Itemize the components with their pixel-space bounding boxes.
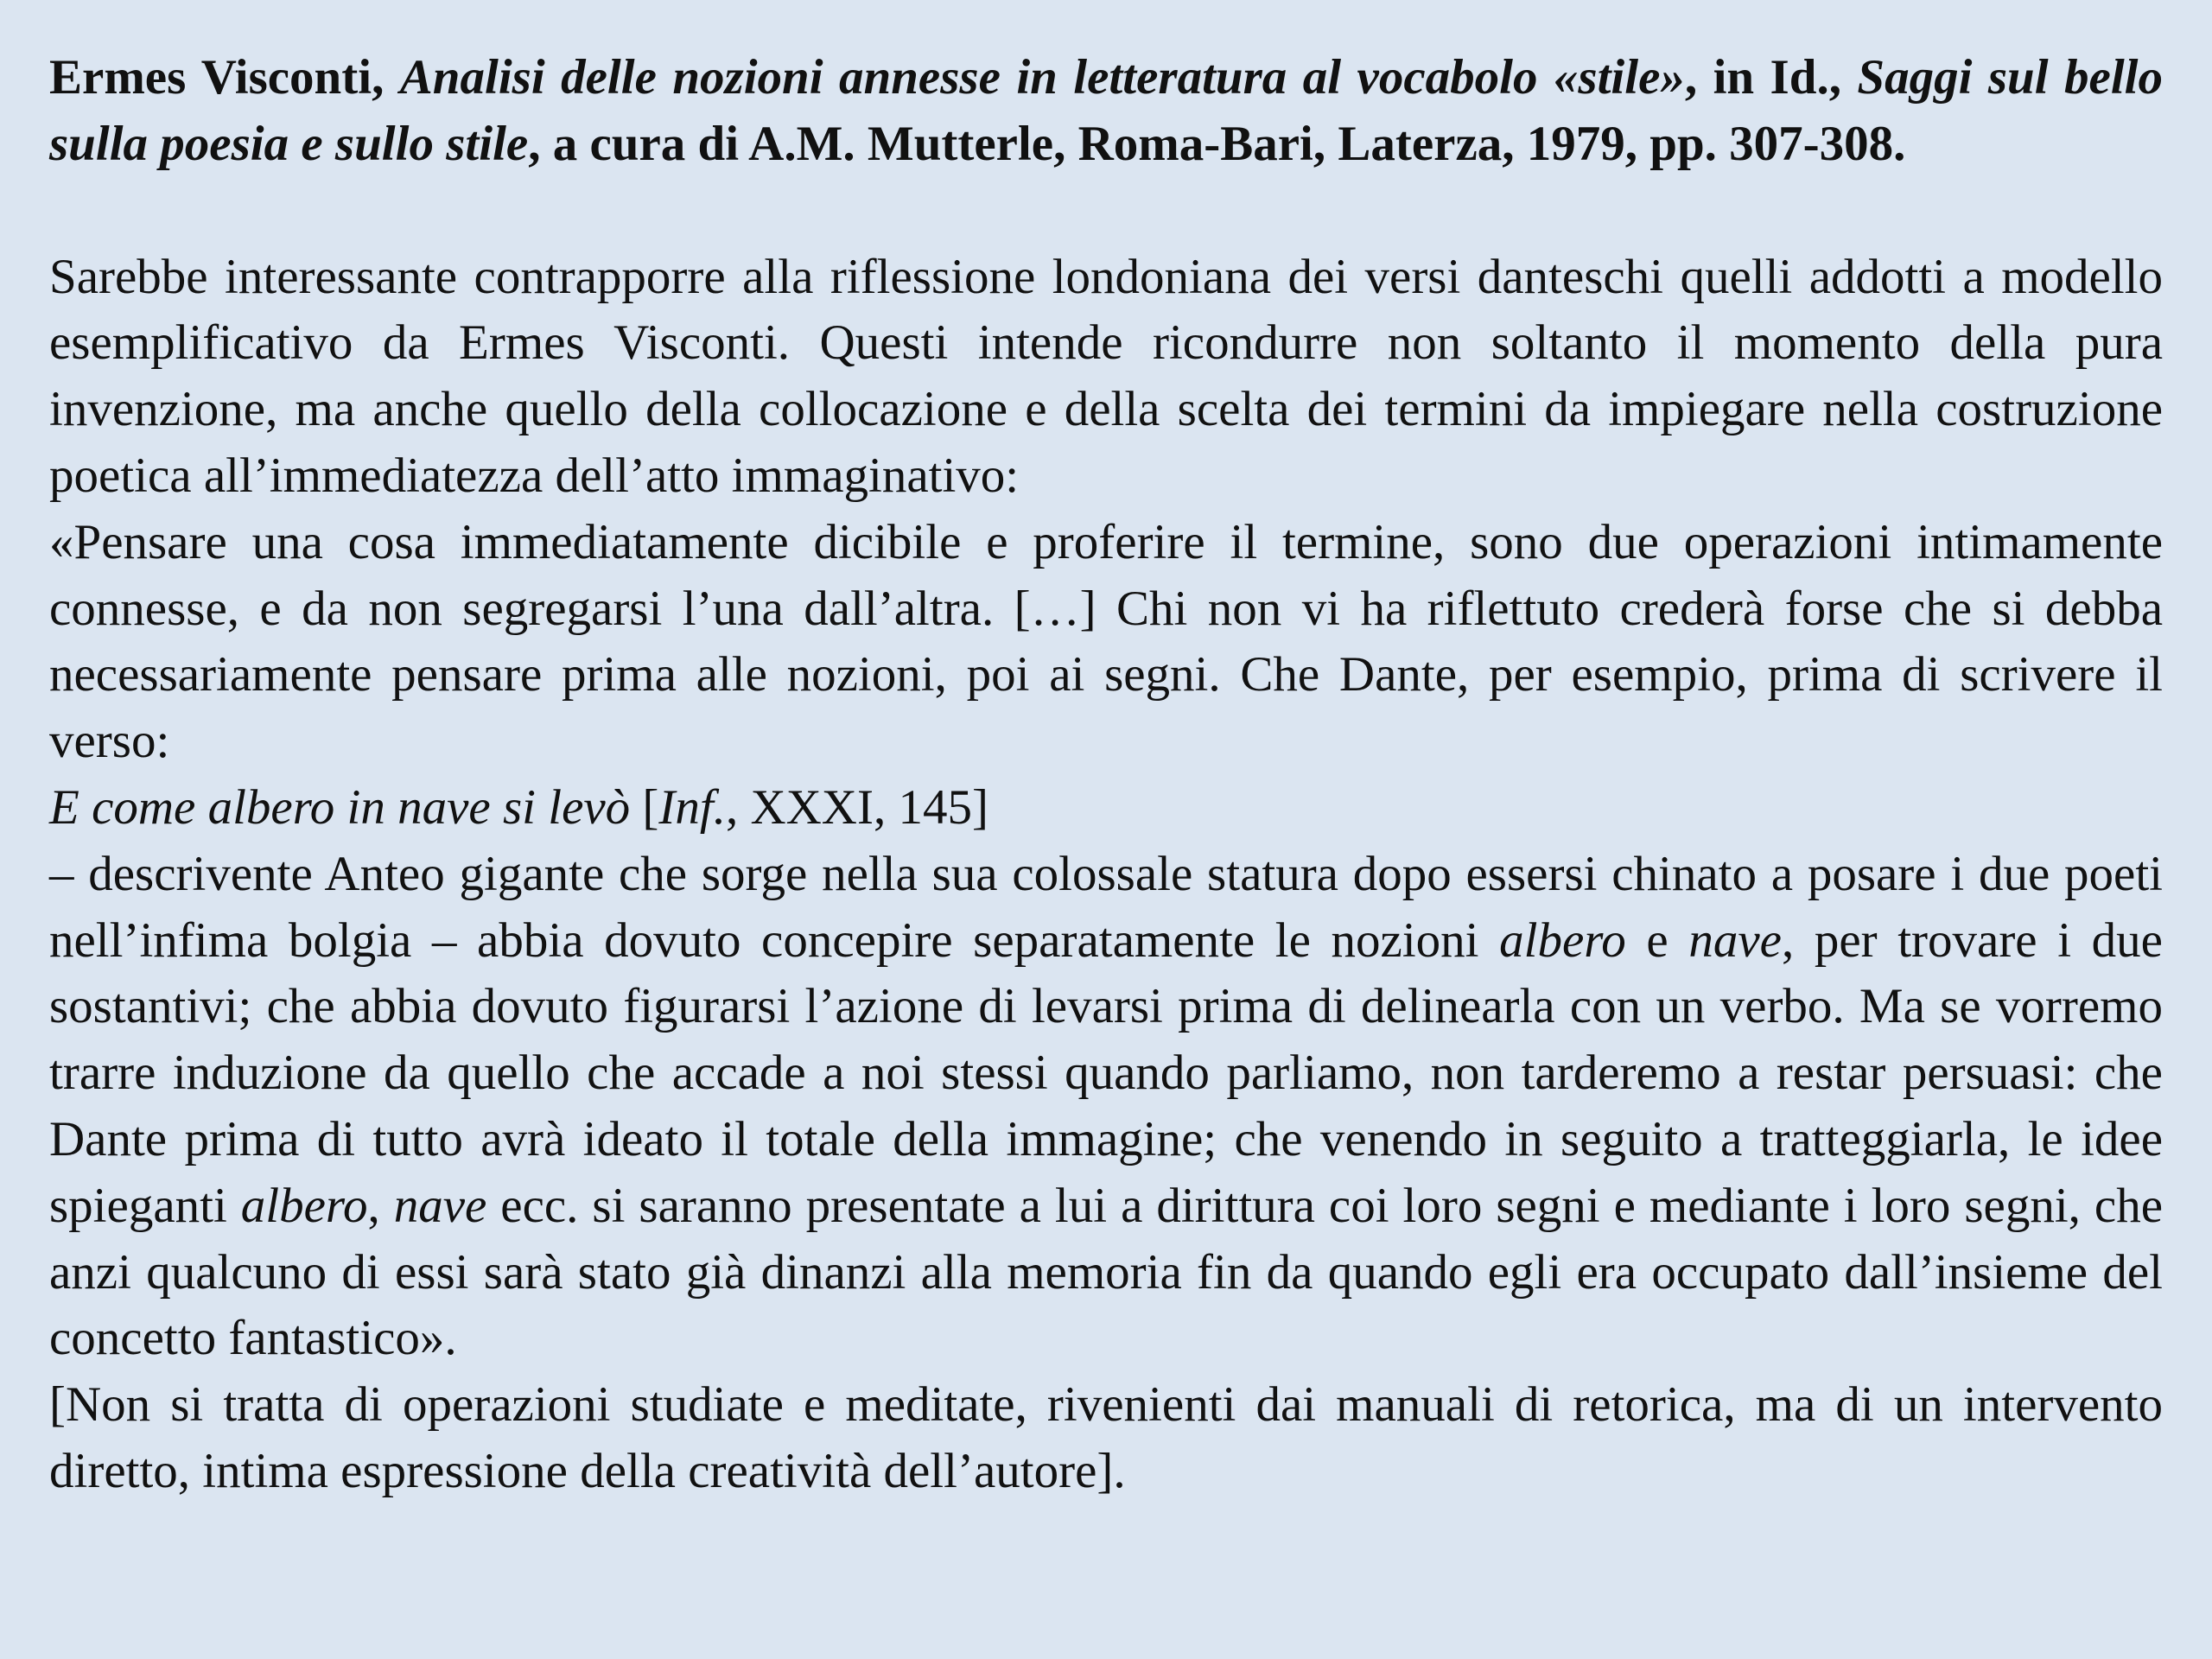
verse-reference-abbrev: Inf. <box>658 779 726 835</box>
citation-details: , a cura di A.M. Mutterle, Roma-Bari, Laterza, 1979, pp. 307-308. <box>528 116 1906 171</box>
commentary-paragraph: [Non si tratta di operazioni studiate e meditate, rivenienti dai manuali di retorica, ma di un intervento diretto, intima espressione della creatività dell’autore]. <box>49 1377 2163 1498</box>
quote-text-b: e <box>1625 912 1689 968</box>
intro-paragraph: Sarebbe interessante contrapporre alla riflessione londoniana dei versi danteschi quelli addotti a modello esemplificativo da Ermes Visconti. Questi intende ricondurre non soltanto il momento della pura invenzione, ma anche quello della collocazione e della scelta dei termini da impiegare nella costruzione poetica all’immediatezza dell’atto immaginativo: <box>49 249 2163 503</box>
citation-heading <box>49 45 2163 178</box>
quote-albero-2: albero <box>240 1178 368 1233</box>
quote-text-c: , per trovare i due sostantivi; che abbia dovuto figurarsi l’azione di levarsi prima di delinearla con un verbo. Ma se vorremo trarre induzione da quello che accade a noi stessi quando parliamo, non tarderemo a restar persuasi: che Dante prima di tutto avrà ideato il totale della immagine; che venendo in seguito a tratteggiarla, le idee spieganti <box>49 912 2163 1233</box>
quote-nave-2: nave <box>393 1178 487 1233</box>
quote-continuation <box>49 842 2163 1372</box>
quote-text-a: – descrivente Anteo gigante che sorge nella sua colossale statura dopo essersi chinato a posare i due poeti nell’infima bolgia – abbia dovuto concepire separatamente le nozioni <box>49 846 2163 968</box>
quote-albero-1: albero <box>1499 912 1626 968</box>
verse-reference-rest: , XXXI, 145] <box>725 779 988 835</box>
citation-title: Analisi delle nozioni annesse in letteratura al vocabolo «stile» <box>399 50 1685 105</box>
quote-nave-1: nave <box>1688 912 1782 968</box>
quote-text-e: ecc. si saranno presentate a lui a dirittura coi loro segni e mediante i loro segni, che anzi qualcuno di essi sarà stato già dinanzi alla memoria fin da quando egli era occupato dall’insieme del concetto fantastico». <box>49 1178 2164 1366</box>
citation-connector: , in Id., <box>1684 50 1858 105</box>
verse-bracket-open: [ <box>630 779 659 835</box>
quote-paragraph: «Pensare una cosa immediatamente dicibile e proferire il termine, sono due operazioni intimamente connesse, e da non segregarsi l’una dall’altra. […] Chi non vi ha riflettuto crederà forse che si debba necessariamente pensare prima alle nozioni, poi ai segni. Che Dante, per esempio, prima di scrivere il verso: <box>49 514 2163 769</box>
verse-line <box>49 775 2163 842</box>
quote-text-d: , <box>367 1178 394 1233</box>
verse-text: E come albero in nave si levò <box>49 779 631 835</box>
citation-author: Ermes Visconti, <box>49 50 400 105</box>
citation-book: Saggi sul bello sulla poesia e sullo stile <box>49 50 2163 171</box>
